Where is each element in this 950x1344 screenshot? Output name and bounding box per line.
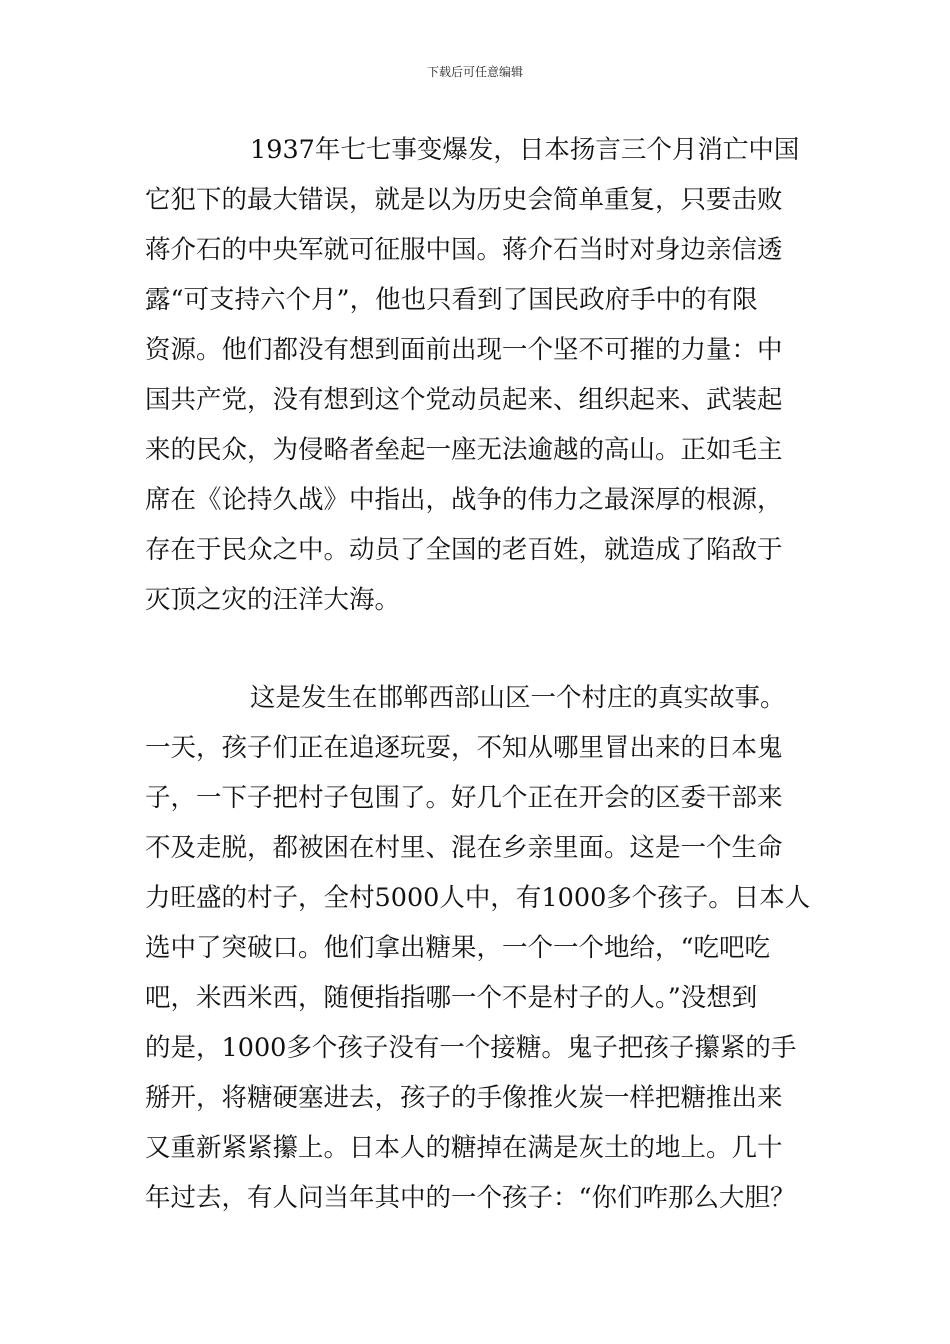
paragraph-line: 来的民众，为侵略者垒起一座无法逾越的高山。正如毛主 [145, 435, 783, 465]
paragraph-line: 席在《论持久战》中指出，战争的伟力之最深厚的根源， [145, 485, 783, 515]
paragraph-line: 灭顶之灾的汪洋大海。 [145, 585, 401, 615]
paragraph-line: 子，一下子把村子包围了。好几个正在开会的区委干部来 [145, 783, 783, 813]
page-header: 下载后可任意编辑 [426, 65, 523, 79]
paragraph-line: 资源。他们都没有想到面前出现一个坚不可摧的力量：中 [145, 335, 783, 365]
paragraph-line: 一天，孩子们正在追逐玩耍，不知从哪里冒出来的日本鬼 [145, 733, 783, 763]
paragraph-line: 的是，1000多个孩子没有一个接糖。鬼子把孩子攥紧的手 [145, 1033, 797, 1063]
paragraph-line: 掰开，将糖硬塞进去，孩子的手像推火炭一样把糖推出来 [145, 1083, 783, 1113]
paragraph-line: 这是发生在邯郸西部山区一个村庄的真实故事。 [250, 683, 786, 713]
paragraph-line: 存在于民众之中。动员了全国的老百姓，就造成了陷敌于 [145, 535, 783, 565]
paragraph-line: 力旺盛的村子，全村5000人中，有1000多个孩子。日本人 [145, 883, 811, 913]
paragraph-line: 不及走脱，都被困在村里、混在乡亲里面。这是一个生命 [145, 833, 783, 863]
paragraph-line: 1937年七七事变爆发，日本扬言三个月消亡中国 [250, 135, 800, 165]
paragraph-line: 又重新紧紧攥上。日本人的糖掉在满是灰土的地上。几十 [145, 1133, 783, 1163]
paragraph-line: 蒋介石的中央军就可征服中国。蒋介石当时对身边亲信透 [145, 235, 783, 265]
paragraph-line: 吧，米西米西，随便指指哪一个不是村子的人。”没想到 [145, 983, 758, 1013]
paragraph-line: 露“可支持六个月”，他也只看到了国民政府手中的有限 [145, 285, 758, 315]
paragraph-line: 选中了突破口。他们拿出糖果，一个一个地给，“吃吧吃 [145, 933, 771, 963]
paragraph-line: 国共产党，没有想到这个党动员起来、组织起来、武装起 [145, 385, 783, 415]
paragraph-line: 它犯下的最大错误，就是以为历史会简单重复，只要击败 [145, 185, 783, 215]
paragraph-line: 年过去，有人问当年其中的一个孩子：“你们咋那么大胆？ [145, 1183, 796, 1213]
